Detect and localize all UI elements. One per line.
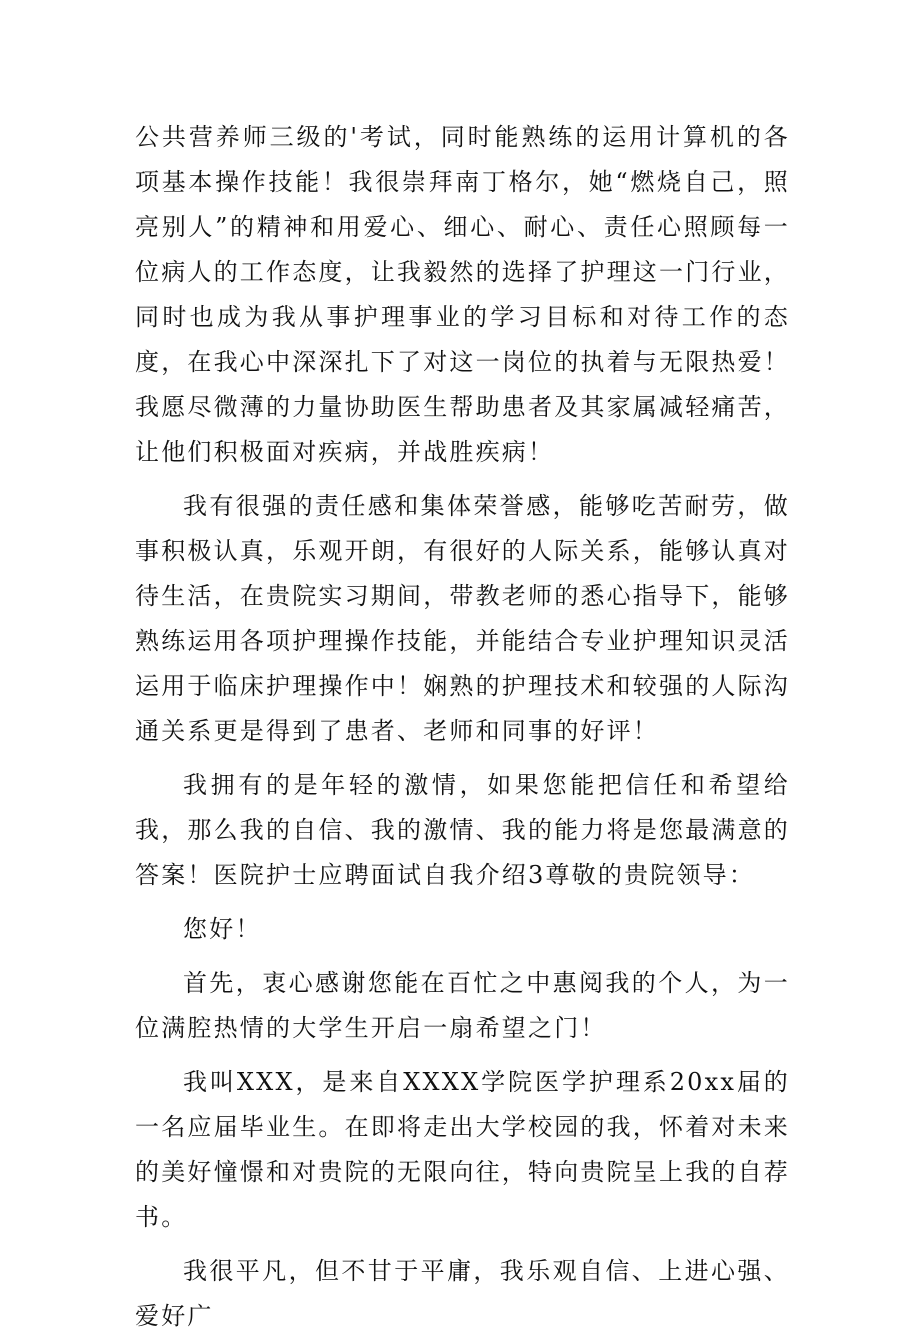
paragraph-introduction: 我叫XXX，是来自XXXX学院医学护理系20xx届的一名应届毕业生。在即将走出大学校园的我，怀着对未来的美好憧憬和对贵院的无限向往，特向贵院呈上我的自荐书。 (135, 1068, 790, 1231)
paragraph-responsibility: 我有很强的责任感和集体荣誉感，能够吃苦耐劳，做事积极认真，乐观开朗，有很好的人际关系，能够认真对待生活，在贵院实习期间，带教老师的悉心指导下，能够熟练运用各项护理操作技能，并能结合专业护理知识灵活运用于临床护理操作中！娴熟的护理技术和较强的人际沟通关系更是得到了患者、老师和同事的好评！ (135, 492, 790, 745)
paragraph-thanks: 首先，衷心感谢您能在百忙之中惠阅我的个人，为一位满腔热情的大学生开启一扇希望之门！ (135, 969, 790, 1042)
document-body (135, 115, 790, 1339)
paragraph-continuation: 公共营养师三级的'考试，同时能熟练的运用计算机的各项基本操作技能！我很崇拜南丁格尔，她“燃烧自己，照亮别人”的精神和用爱心、细心、耐心、责任心照顾每一位病人的工作态度，让我毅然的选择了护理这一门行业，同时也成为我从事护理事业的学习目标和对待工作的态度，在我心中深深扎下了对这一岗位的执着与无限热爱！我愿尽微薄的力量协助医生帮助患者及其家属减轻痛苦，让他们积极面对疾病，并战胜疾病！ (135, 123, 790, 466)
paragraph-personality: 我很平凡，但不甘于平庸，我乐观自信、上进心强、爱好广 (135, 1257, 790, 1330)
paragraph-greeting: 您好！ (183, 915, 262, 943)
paragraph-passion: 我拥有的是年轻的激情，如果您能把信任和希望给我，那么我的自信、我的激情、我的能力将是您最满意的答案！医院护士应聘面试自我介绍3尊敬的贵院领导： (135, 771, 790, 889)
